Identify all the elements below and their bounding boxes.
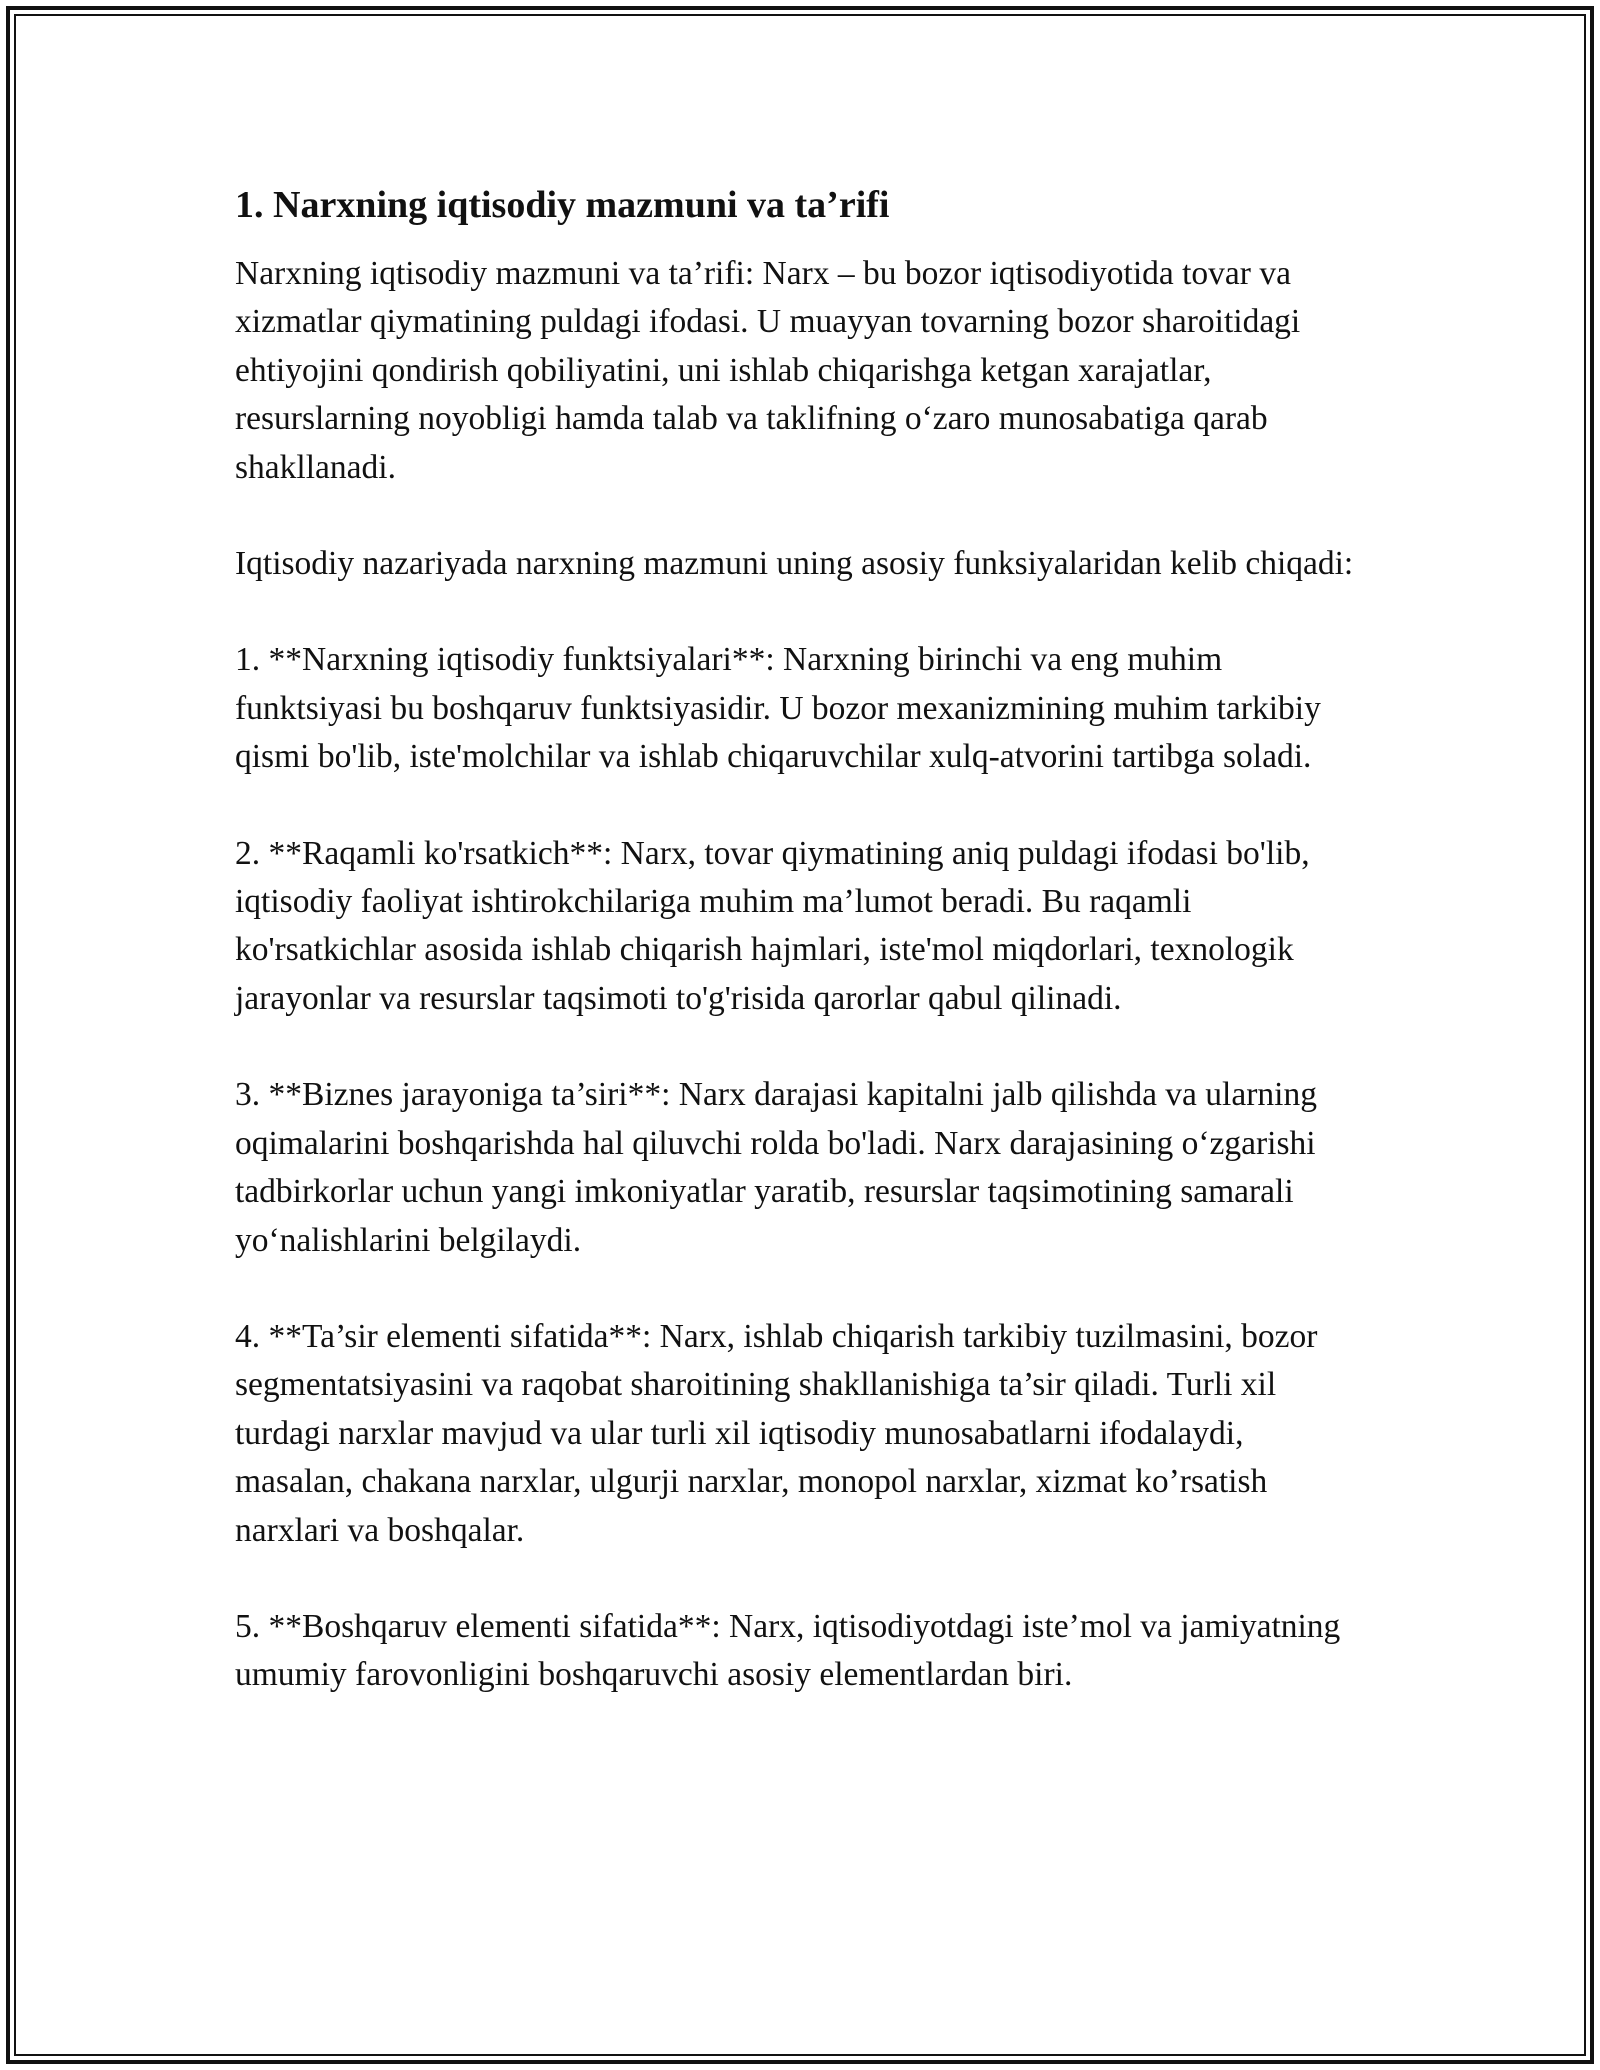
list-item-2: 2. **Raqamli ko'rsatkich**: Narx, tovar qiymatining aniq puldagi ifodasi bo'lib, iqtisodiy faoliyat ishtirokchilariga muhim ma’lumot beradi. Bu raqamli ko'rsatkichlar asosida ishlab chiqarish hajmlari, iste'mol miqdorlari, texnologik jarayonlar va resurslar taqsimoti to'g'risida qarorlar qabul qilinadi. bbox=[235, 834, 1310, 1017]
document-body bbox=[235, 180, 1365, 1748]
list-item-5: 5. **Boshqaruv elementi sifatida**: Narx, iqtisodiyotdagi iste’mol va jamiyatning umumiy farovonligini boshqaruvchi asosiy elementlardan biri. bbox=[235, 1607, 1341, 1694]
intro-paragraph: Narxning iqtisodiy mazmuni va ta’rifi: Narx – bu bozor iqtisodiyotida tovar va xizmatlar qiymatining puldagi ifodasi. U muayyan tovarning bozor sharoitidagi ehtiyojini qondirish qobiliyatini, uni ishlab chiqarishga ketgan xarajatlar, resurslarning noyobligi hamda talab va taklifning o‘zaro munosabatiga qarab shakllanadi. bbox=[235, 255, 1301, 486]
section-heading: 1. Narxning iqtisodiy mazmuni va ta’rifi bbox=[235, 184, 890, 226]
list-item-1: 1. **Narxning iqtisodiy funktsiyalari**: Narxning birinchi va eng muhim funktsiyasi bu boshqaruv funktsiyasidir. U bozor mexanizmining muhim tarkibiy qismi bo'lib, iste'molchilar va ishlab chiqaruvchilar xulq-atvorini tartibga soladi. bbox=[235, 641, 1321, 776]
list-item-3: 3. **Biznes jarayoniga ta’siri**: Narx darajasi kapitalni jalb qilishda va ularning oqimalarini boshqarishda hal qiluvchi rolda bo'ladi. Narx darajasining o‘zgarishi tadbirkorlar uchun yangi imkoniyatlar yaratib, resurslar taqsimotining samarali yo‘nalishlarini belgilaydi. bbox=[235, 1076, 1317, 1259]
list-item-4: 4. **Ta’sir elementi sifatida**: Narx, ishlab chiqarish tarkibiy tuzilmasini, bozor segmentatsiyasini va raqobat sharoitining shakllanishiga ta’sir qiladi. Turli xil turdagi narxlar mavjud va ular turli xil iqtisodiy munosabatlarni ifodalaydi, masalan, chakana narxlar, ulgurji narxlar, monopol narxlar, xizmat ko’rsatish narxlari va boshqalar. bbox=[235, 1317, 1318, 1549]
functions-intro-paragraph: Iqtisodiy nazariyada narxning mazmuni uning asosiy funksiyalaridan kelib chiqadi: bbox=[235, 545, 1354, 583]
